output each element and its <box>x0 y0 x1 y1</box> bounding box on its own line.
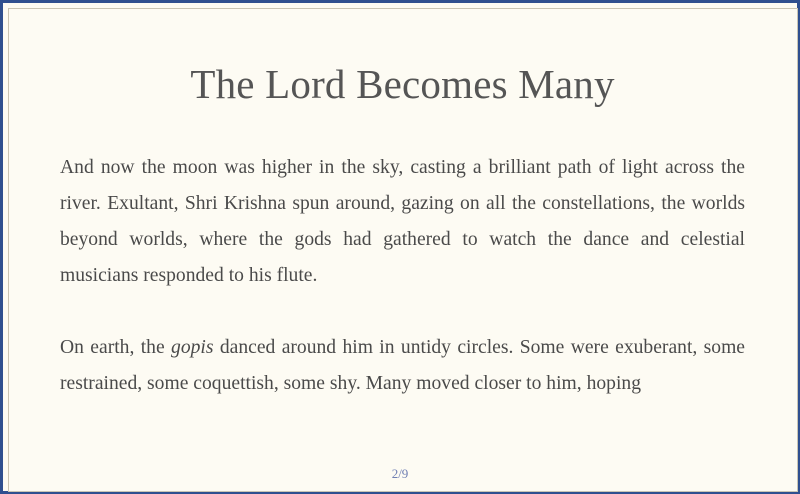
page-indicator: 2/9 <box>391 466 409 481</box>
reader-page <box>60 60 745 402</box>
paragraph-1: And now the moon was higher in the sky, casting a brilliant path of light across the river. Exultant, Shri Krishna spun around, gazing on all the constellations, the worlds beyond worlds, where the gods had gathered to watch the dance and celestial musicians responded to his flute. <box>60 157 745 287</box>
paragraph-2-rest: danced around him in untidy circles. Some were exuberant, some restrained, some coquettish, some shy. Many moved closer to him, hoping <box>60 337 746 395</box>
paragraph-2 <box>60 330 745 402</box>
chapter-title: The Lord Becomes Many <box>190 61 615 107</box>
paragraph-2-lead: On earth, the <box>60 337 172 359</box>
paragraph-2-emphasis: gopis <box>171 337 214 359</box>
